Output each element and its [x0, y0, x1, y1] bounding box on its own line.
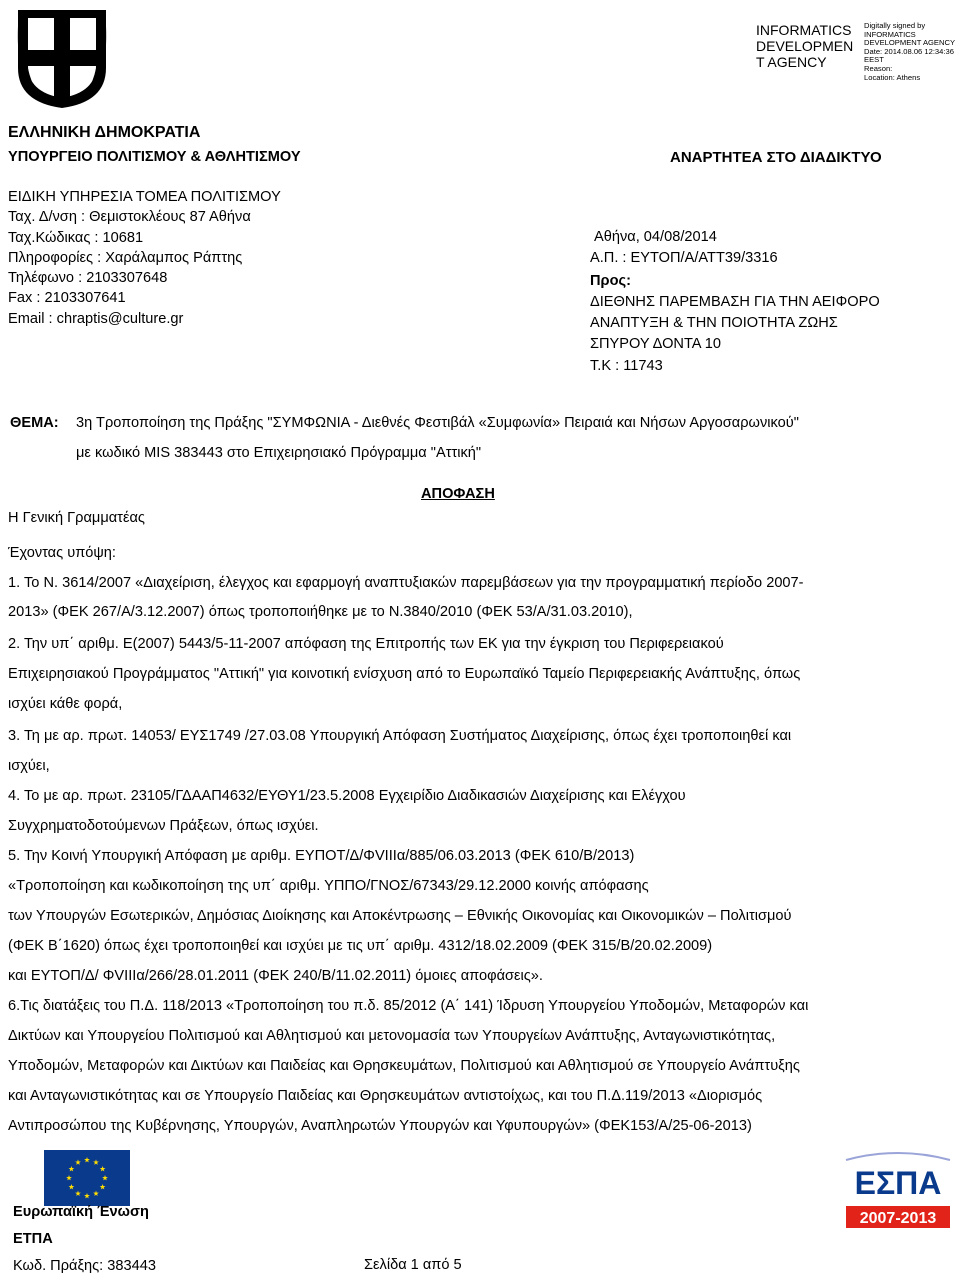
- body-line: 1. Το Ν. 3614/2007 «Διαχείριση, έλεγχος και εφαρμογή αναπτυξιακών παρεμβάσεων για την προγραμματική περίοδο 2007-: [8, 575, 804, 591]
- body-line: και ΕΥΤΟΠ/Δ/ ΦVIIIα/266/28.01.2011 (ΦΕΚ 240/Β/11.02.2011) όμοιες αποφάσεις».: [8, 968, 543, 984]
- fund-label: ΕΤΠΑ: [13, 1231, 53, 1247]
- signature-details: [864, 22, 955, 82]
- sender-phone: Τηλέφωνο : 2103307648: [8, 270, 168, 286]
- sender-service: ΕΙΔΙΚΗ ΥΠΗΡΕΣΙΑ ΤΟΜΕΑ ΠΟΛΙΤΙΣΜΟΥ: [8, 189, 281, 205]
- signature-detail-line: INFORMATICS: [864, 29, 916, 39]
- recipient-label: Προς:: [590, 273, 631, 289]
- body-line: 2013» (ΦΕΚ 267/Α/3.12.2007) όπως τροποποιήθηκε με το Ν.3840/2010 (ΦΕΚ 53/Α/31.03.2010),: [8, 604, 633, 620]
- recipient-line: ΔΙΕΘΝΗΣ ΠΑΡΕΜΒΑΣΗ ΓΙΑ ΤΗΝ ΑΕΙΦΟΡΟ: [590, 294, 880, 310]
- decision-title: ΑΠΟΦΑΣΗ: [421, 486, 495, 502]
- signature-org-line: INFORMATICS: [756, 22, 852, 38]
- body-line: 6.Τις διατάξεις του Π.Δ. 118/2013 «Τροποποίηση του π.δ. 85/2012 (Α΄ 141) Ίδρυση Υπουργείου Υποδομών, Μεταφορών και: [8, 998, 809, 1014]
- recipient-line: Τ.Κ : 11743: [590, 358, 663, 374]
- sender-address: Ταχ. Δ/νση : Θεμιστοκλέους 87 Αθήνα: [8, 209, 251, 225]
- body-line: 5. Την Κοινή Υπουργική Απόφαση με αριθμ. ΕΥΠΟΤ/Δ/ΦVIIIα/885/06.03.2013 (ΦΕΚ 610/Β/2013): [8, 848, 635, 864]
- eu-flag-icon: [44, 1150, 130, 1206]
- sender-info: Πληροφορίες : Χαράλαμπος Ράπτης: [8, 250, 243, 266]
- signature-detail-line: Digitally signed by: [864, 21, 926, 30]
- body-line: 3. Τη με αρ. πρωτ. 14053/ ΕΥΣ1749 /27.03.08 Υπουργική Απόφαση Συστήματος Διαχείρισης, όπως έχει τροποποιηθεί και: [8, 728, 792, 744]
- signature-detail-line: Date: 2014.08.06 12:34:36: [864, 46, 954, 56]
- body-line: ισχύει,: [8, 758, 50, 774]
- body-line: Δικτύων και Υπουργείου Πολιτισμού και Αθλητισμού και μετονομασία των Υπουργείων Ανάπτυξης, Ανταγωνιστικότητας,: [8, 1028, 776, 1044]
- body-line: ισχύει κάθε φορά,: [8, 696, 123, 712]
- sender-fax: Fax : 2103307641: [8, 290, 126, 306]
- subject-label: ΘΕΜΑ:: [10, 415, 59, 431]
- subject-line: 3η Τροποποίηση της Πράξης "ΣΥΜΦΩΝΙΑ - Διεθνές Φεστιβάλ «Συμφωνία» Πειραιά και Νήσων Αργοσαρωνικού": [76, 415, 799, 431]
- body-line: Συγχρηματοδοτούμενων Πράξεων, όπως ισχύει.: [8, 818, 319, 834]
- body-line: Υποδομών, Μεταφορών και Δικτύων και Παιδείας και Θρησκευμάτων, Πολιτισμού και Αθλητισμού σε Υπουργείο Ανάπτυξης: [8, 1058, 800, 1074]
- signature-detail-line: EEST: [864, 55, 884, 65]
- republic-heading: ΕΛΛΗΝΙΚΗ ΔΗΜΟΚΡΑΤΙΑ: [8, 124, 201, 141]
- espa-years-text: 2007-2013: [859, 1210, 937, 1227]
- recipient-line: ΑΝΑΠΤΥΞΗ & ΤΗΝ ΠΟΙΟΤΗΤΑ ΖΩΗΣ: [590, 315, 838, 331]
- body-line: Αντιπροσώπου της Κυβέρνησης, Υπουργών, Αναπληρωτών Υπουργών και Υφυπουργών» (ΦΕΚ153/Α/25-06-2013): [8, 1118, 752, 1134]
- letter-date: Αθήνα, 04/08/2014: [594, 229, 717, 245]
- body-line: των Υπουργών Εσωτερικών, Δημόσιας Διοίκησης και Αποκέντρωσης – Εθνικής Οικονομίας και Οικονομικών – Πολιτισμού: [8, 908, 792, 924]
- sender-email: Email : chraptis@culture.gr: [8, 311, 184, 327]
- considering-label: Έχοντας υπόψη:: [8, 545, 116, 561]
- signature-detail-line: DEVELOPMENT AGENCY: [864, 38, 956, 48]
- body-line: Επιχειρησιακού Προγράμματος "Αττική" για κοινοτική ενίσχυση από το Ευρωπαϊκό Ταμείο Περιφερειακής Ανάπτυξης, όπως: [8, 666, 801, 682]
- project-code: Κωδ. Πράξης: 383443: [13, 1258, 156, 1274]
- body-line: και Ανταγωνιστικότητας και σε Υπουργείο Παιδείας και Θρησκευμάτων αντιστοίχως, και του Π.Δ.119/2013 «Διορισμός: [8, 1088, 763, 1104]
- subject-line: με κωδικό MIS 383443 στο Επιχειρησιακό Πρόγραμμα "Αττική": [76, 445, 482, 461]
- body-line: (ΦΕΚ Β΄1620) όπως έχει τροποποιηθεί και ισχύει με τις υπ΄ αριθμ. 4312/18.02.2009 (ΦΕΚ 315/Β/20.02.2009): [8, 938, 713, 954]
- decision-issuer: Η Γενική Γραμματέας: [8, 510, 145, 526]
- body-line: «Τροποποίηση και κωδικοποίηση της υπ΄ αριθμ. ΥΠΠΟ/ΓΝΟΣ/67343/29.12.2000 κοινής απόφασης: [8, 878, 649, 894]
- sender-postcode: Ταχ.Κώδικας : 10681: [8, 230, 144, 246]
- signature-detail-line: Location: Athens: [864, 72, 921, 82]
- signature-org: [756, 22, 853, 70]
- signature-org-line: DEVELOPMEN: [756, 38, 854, 54]
- signature-detail-line: Reason:: [864, 63, 893, 73]
- post-notice: ΑΝΑΡΤΗΤΕΑ ΣΤΟ ΔΙΑΔΙΚΤΥΟ: [670, 149, 882, 166]
- body-line: 4. Το με αρ. πρωτ. 23105/ΓΔΑΑΠ4632/ΕΥΘΥ1/23.5.2008 Εγχειρίδιο Διαδικασιών Διαχείρισης και Ελέγχου: [8, 788, 686, 804]
- espa-logo-icon: [842, 1150, 954, 1232]
- body-line: 2. Την υπ΄ αριθμ. Ε(2007) 5443/5-11-2007 απόφαση της Επιτροπής των ΕΚ για την έγκριση του Περιφερειακού: [8, 636, 724, 652]
- page-number: Σελίδα 1 από 5: [364, 1257, 462, 1273]
- signature-org-line: T AGENCY: [756, 54, 827, 70]
- espa-arc: [846, 1153, 950, 1160]
- eu-label: Ευρωπαϊκή Ένωση: [13, 1204, 149, 1220]
- protocol-number: Α.Π. : ΕΥΤΟΠ/Α/ΑΤΤ39/3316: [590, 250, 778, 266]
- recipient-line: ΣΠΥΡΟΥ ΔΟΝΤΑ 10: [590, 336, 722, 352]
- espa-logo-text: ΕΣΠΑ: [854, 1165, 942, 1201]
- ministry-heading: ΥΠΟΥΡΓΕΙΟ ΠΟΛΙΤΙΣΜΟΥ & ΑΘΛΗΤΙΣΜΟΥ: [8, 149, 301, 165]
- greek-emblem-icon: [14, 6, 110, 110]
